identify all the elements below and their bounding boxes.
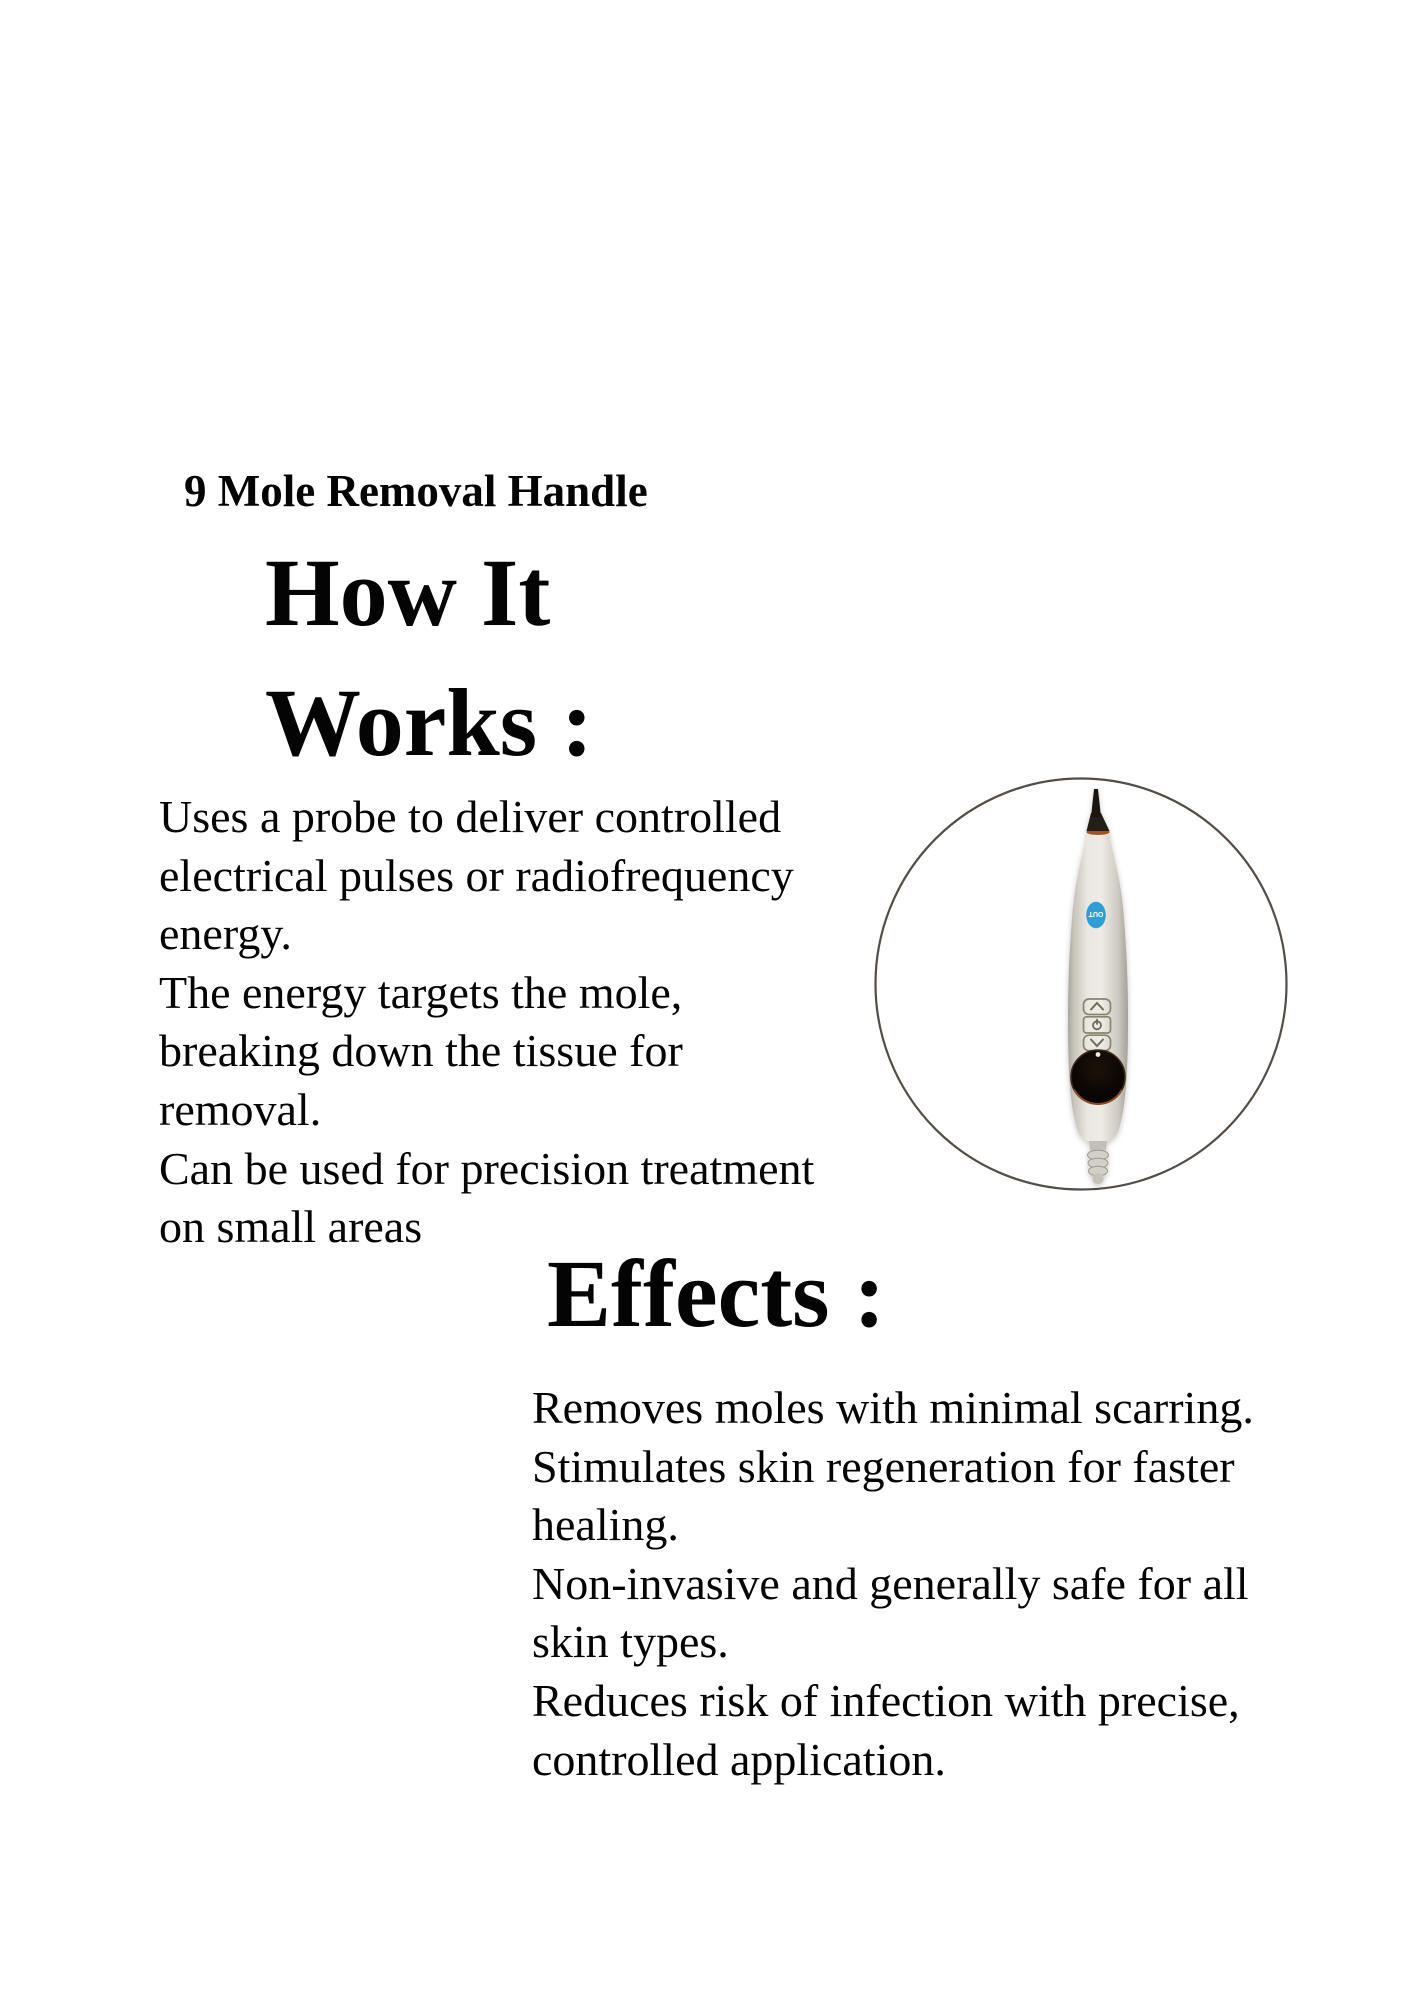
- text-line: breaking down the tissue for: [159, 1025, 683, 1077]
- effects-heading: Effects :: [547, 1240, 886, 1347]
- text-line: The energy targets the mole,: [159, 966, 683, 1018]
- out-button-label: OUT: [1088, 910, 1104, 917]
- text-line: Reduces risk of infection with precise,: [532, 1674, 1240, 1726]
- effects-body: [532, 1379, 1254, 1789]
- text-line: Stimulates skin regeneration for faster: [532, 1440, 1235, 1492]
- how-it-works-heading: [265, 528, 593, 788]
- pen-cable-neck: [1089, 1141, 1107, 1151]
- heading-line: Works :: [265, 669, 594, 776]
- pen-window-highlight: [1096, 1052, 1101, 1057]
- text-line: healing.: [532, 1499, 679, 1551]
- text-line: Non-invasive and generally safe for all: [532, 1557, 1249, 1609]
- text-line: controlled application.: [532, 1733, 946, 1785]
- heading-line: How It: [265, 539, 551, 646]
- product-photo: [870, 773, 1295, 1203]
- text-line: electrical pulses or radiofrequency: [159, 849, 794, 901]
- product-figure: [870, 773, 1295, 1203]
- text-line: energy.: [159, 908, 292, 960]
- text-line: Can be used for precision treatment: [159, 1142, 815, 1194]
- text-line: removal.: [159, 1083, 322, 1135]
- text-line: on small areas: [159, 1201, 423, 1253]
- text-line: Removes moles with minimal scarring.: [532, 1382, 1254, 1433]
- section-kicker: 9 Mole Removal Handle: [184, 466, 648, 516]
- pen-cable-tail: [1093, 1173, 1104, 1184]
- text-line: Uses a probe to deliver controlled: [159, 791, 782, 842]
- text-line: skin types.: [532, 1616, 729, 1668]
- how-it-works-body: [159, 788, 814, 1257]
